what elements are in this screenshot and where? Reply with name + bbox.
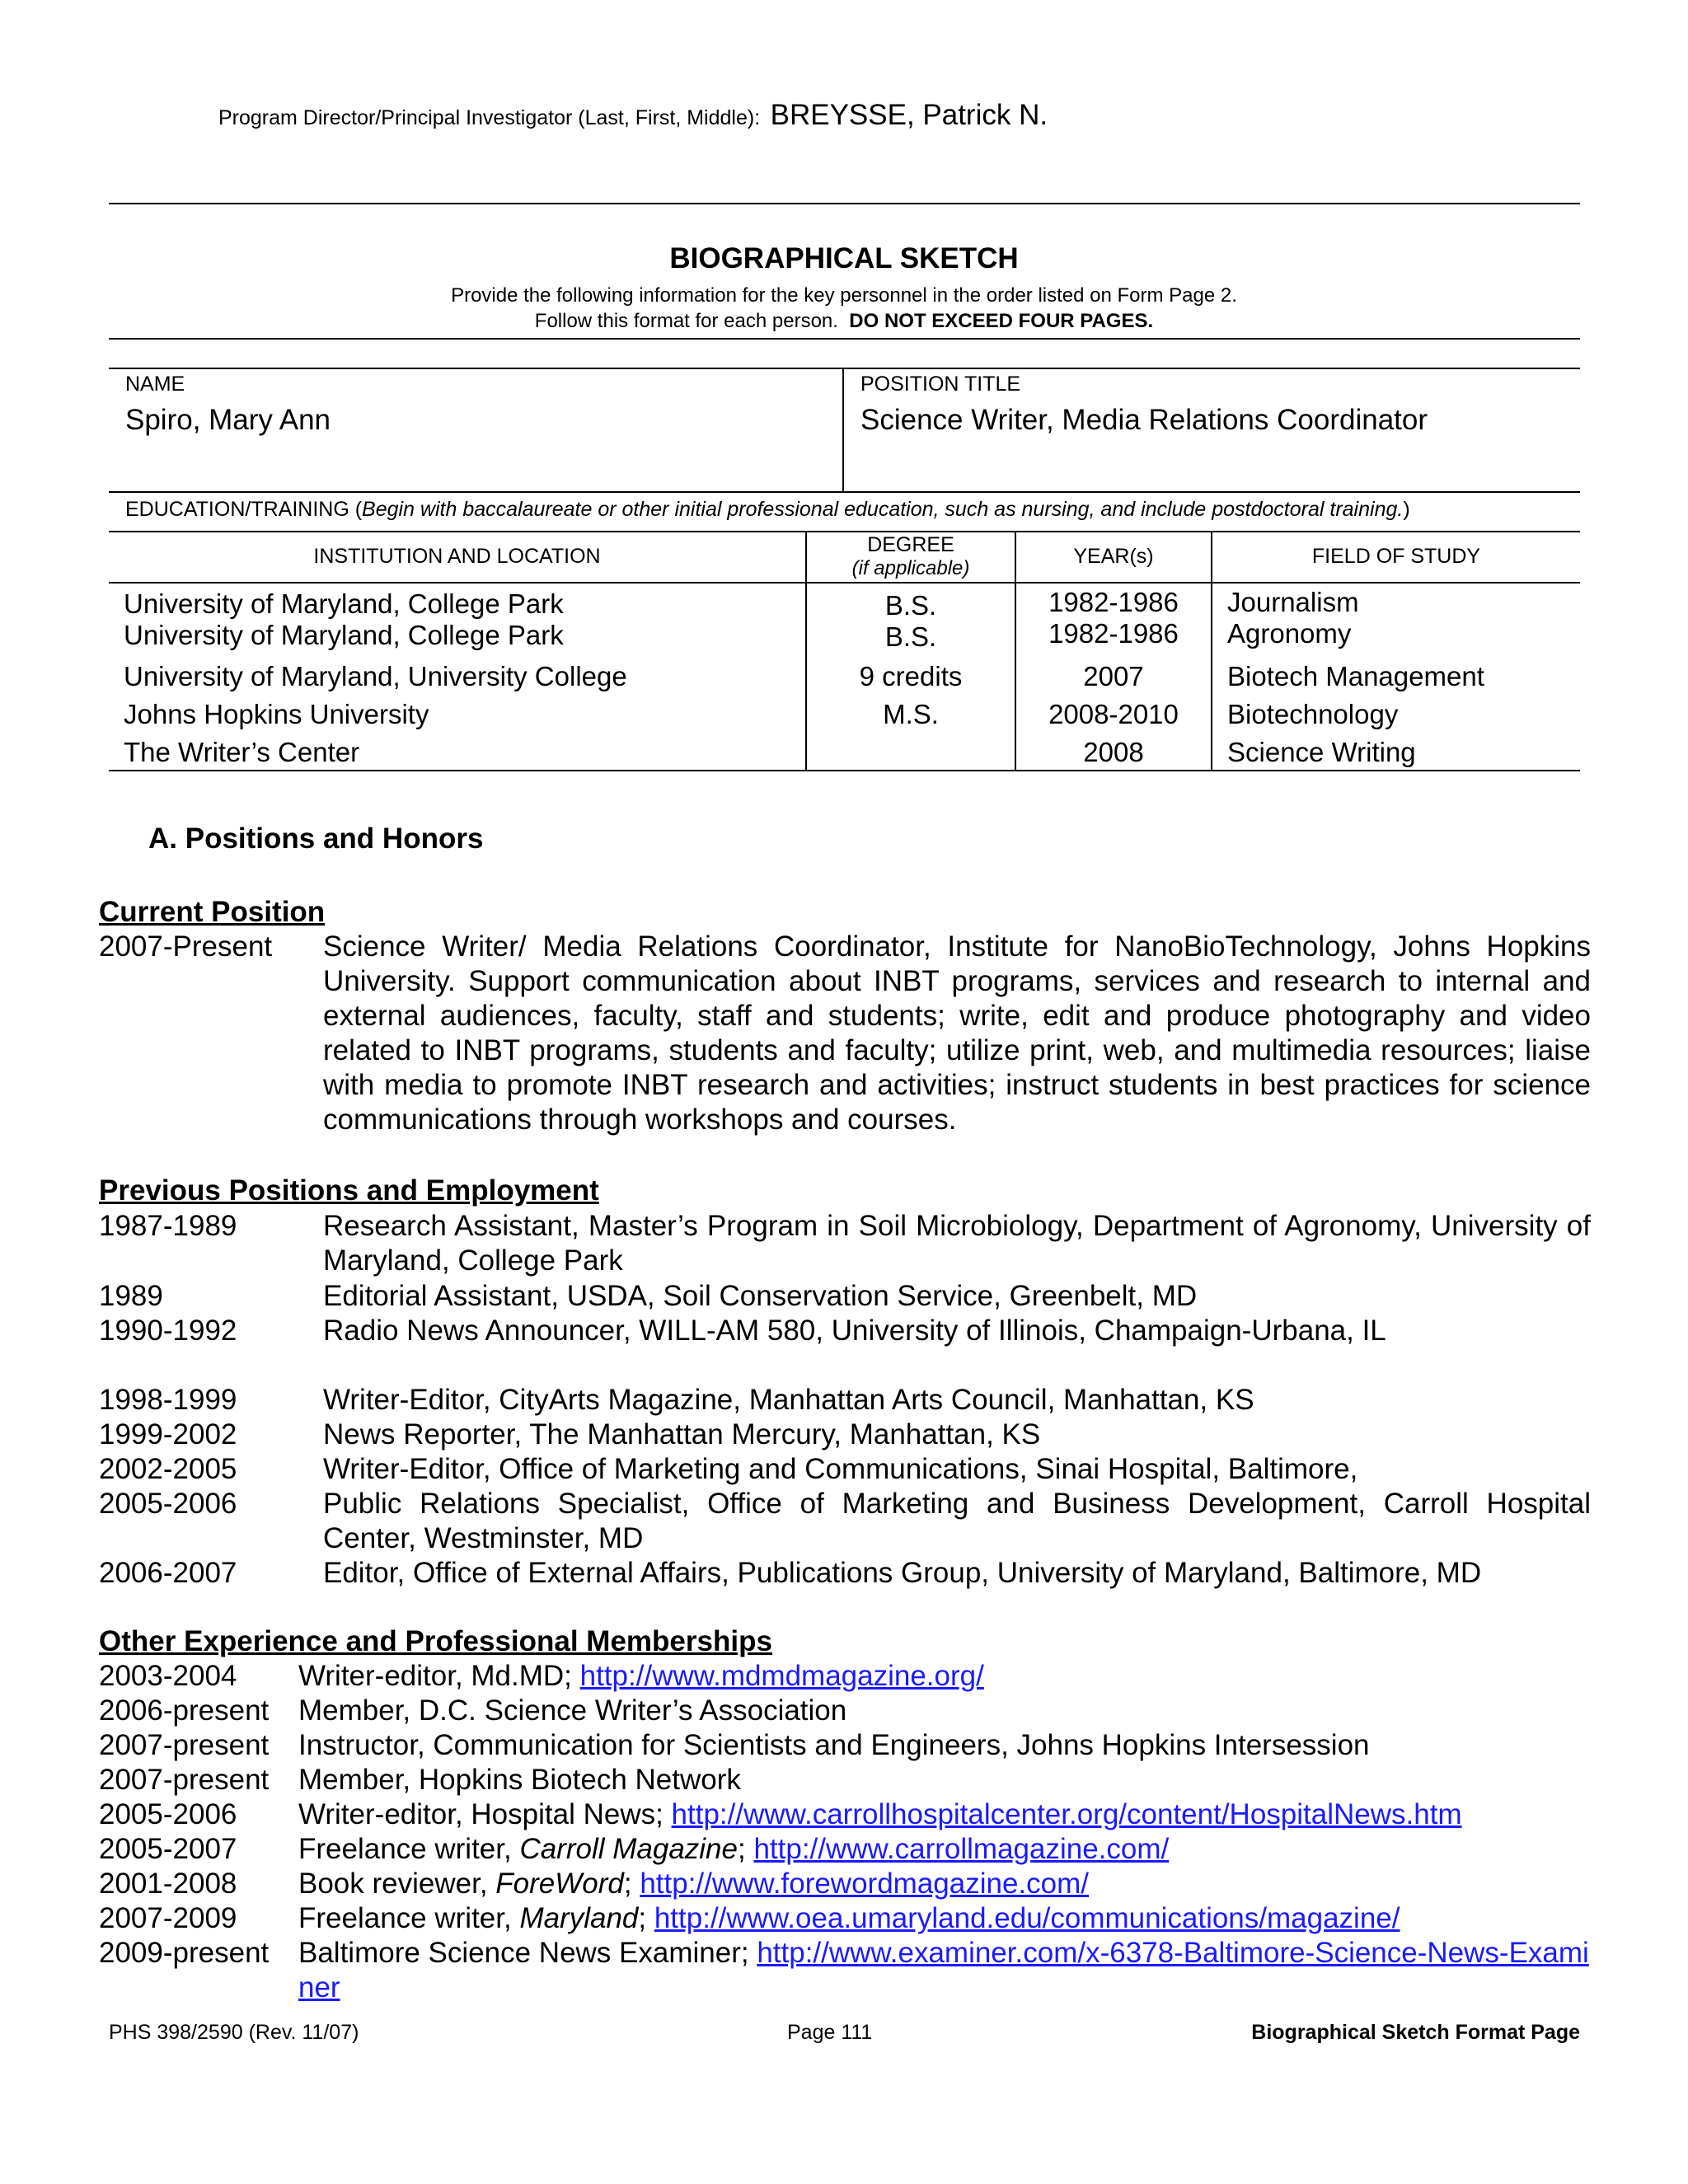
- list-item: [99, 1314, 1591, 1348]
- years: 2007: [1015, 653, 1212, 692]
- field: Biotech Management: [1212, 653, 1580, 692]
- item-years: 2003-2004: [99, 1660, 237, 1692]
- external-link[interactable]: http://www.examiner.com/x-6378-Baltimore-Science-News-Examiner: [298, 1937, 1589, 2004]
- item-years: 1990-1992: [99, 1315, 237, 1347]
- education-table: [109, 531, 1580, 771]
- external-link[interactable]: http://www.mdmdmagazine.org/: [579, 1660, 984, 1692]
- list-item: 2001-2008 Book reviewer, ForeWord; http://www.forewordmagazine.com/: [99, 1868, 1089, 1900]
- pi-line: [218, 99, 1048, 132]
- external-link[interactable]: http://www.forewordmagazine.com/: [640, 1868, 1089, 1900]
- table-row: [109, 730, 1580, 771]
- field: Biotechnology: [1212, 692, 1580, 730]
- list-item: [99, 1383, 1591, 1418]
- item-text: Radio News Announcer, WILL-AM 580, University of Illinois, Champaign-Urbana, IL: [323, 1315, 1386, 1347]
- divider: [109, 338, 1580, 340]
- item-years: 2002-2005: [99, 1453, 237, 1485]
- list-item: 2005-2006 Writer-editor, Hospital News; http://www.carrollhospitalcenter.org/content/HospitalNews.htm: [99, 1798, 1462, 1830]
- item-text: Editorial Assistant, USDA, Soil Conservation Service, Greenbelt, MD: [323, 1280, 1198, 1312]
- list-item: [99, 1279, 1591, 1314]
- col-field: FIELD OF STUDY: [1212, 531, 1580, 583]
- list-item: 2007-present Instructor, Communication for Scientists and Engineers, Johns Hopkins Intersession: [99, 1729, 1370, 1761]
- table-header-row: [109, 531, 1580, 583]
- item-years: 2007-present: [99, 1729, 270, 1761]
- external-link[interactable]: http://www.oea.umaryland.edu/communications/magazine/: [654, 1902, 1400, 1934]
- external-link[interactable]: http://www.carrollmagazine.com/: [753, 1833, 1170, 1865]
- position-label: POSITION TITLE: [860, 373, 1021, 396]
- degree: B.S.: [884, 621, 937, 652]
- item-text: Editor, Office of External Affairs, Publications Group, University of Maryland, Baltimore, MD: [323, 1557, 1482, 1589]
- years: 1982-1986: [1048, 618, 1179, 649]
- degree: B.S.: [884, 590, 937, 621]
- position-value: Science Writer, Media Relations Coordinator: [860, 404, 1428, 436]
- name-value: Spiro, Mary Ann: [125, 404, 331, 436]
- table-row: [109, 653, 1580, 692]
- field: Agronomy: [1227, 618, 1352, 649]
- education-label: EDUCATION/TRAINING (Begin with baccalaureate or other initial professional education, such as nursing, and include postdoctoral training.): [125, 498, 1410, 521]
- institution: The Writer’s Center: [109, 730, 806, 771]
- years: 1982-1986: [1048, 587, 1179, 617]
- item-years: 1999-2002: [99, 1418, 237, 1451]
- instructions-line1: Provide the following information for the key personnel in the order listed on Form Page 2.: [451, 284, 1237, 307]
- list-item: 2007-2009 Freelance writer, Maryland; http://www.oea.umaryland.edu/communications/magazine/: [99, 1902, 1400, 1934]
- list-item: 2006-present Member, D.C. Science Writer’s Association: [99, 1694, 847, 1727]
- field: Science Writing: [1212, 730, 1580, 771]
- item-years: 1998-1999: [99, 1384, 237, 1416]
- pi-label: Program Director/Principal Investigator (Last, First, Middle):: [218, 106, 761, 129]
- item-years: 2001-2008: [99, 1868, 237, 1900]
- item-years: 2007-present: [99, 1764, 270, 1796]
- list-item: [99, 1556, 1591, 1591]
- list-item: [99, 1209, 1591, 1278]
- item-years: 2005-2006: [99, 1488, 237, 1520]
- list-item: [99, 930, 1591, 1137]
- footer-page-title: Biographical Sketch Format Page: [1251, 2021, 1580, 2044]
- item-text: Writer-Editor, Office of Marketing and Communications, Sinai Hospital, Baltimore,: [323, 1453, 1358, 1485]
- institution: University of Maryland, College Park: [124, 620, 564, 650]
- item-years: 2005-2006: [99, 1798, 237, 1830]
- degree: [806, 730, 1015, 771]
- table-row: [109, 692, 1580, 730]
- list-item: 2005-2007 Freelance writer, Carroll Magazine; http://www.carrollmagazine.com/: [99, 1833, 1170, 1865]
- item-text: Writer-Editor, CityArts Magazine, Manhattan Arts Council, Manhattan, KS: [323, 1384, 1254, 1416]
- institution: Johns Hopkins University: [124, 699, 429, 729]
- other-experience-heading: Other Experience and Professional Memberships: [99, 1625, 772, 1657]
- list-item: [99, 1487, 1591, 1556]
- external-link[interactable]: http://www.carrollhospitalcenter.org/content/HospitalNews.htm: [671, 1798, 1462, 1830]
- previous-positions-heading: Previous Positions and Employment: [99, 1174, 599, 1207]
- item-years: 1987-1989: [99, 1210, 237, 1242]
- item-text: Science Writer/ Media Relations Coordinator, Institute for NanoBioTechnology, Johns Hopkins University. Support communication about INBT programs, services and research to internal and external audiences, faculty, staff and students; write, edit and produce photography and video related to INBT programs, students and faculty; utilize print, web, and multimedia resources; liaise with media to promote INBT research and activities; instruct students in best practices for science communications through workshops and courses.: [323, 930, 1591, 1136]
- item-text: Research Assistant, Master’s Program in Soil Microbiology, Department of Agronomy, University of Maryland, College Park: [323, 1210, 1591, 1277]
- item-text: Public Relations Specialist, Office of Marketing and Business Development, Carroll Hospital Center, Westminster, MD: [323, 1488, 1591, 1554]
- item-years: 2007-Present: [99, 930, 273, 963]
- item-years: 2007-2009: [99, 1902, 237, 1934]
- field: Journalism: [1227, 587, 1359, 617]
- institution: University of Maryland, University College: [124, 661, 627, 691]
- list-item: 2007-present Member, Hopkins Biotech Network: [99, 1764, 741, 1796]
- item-years: 2009-present: [99, 1937, 270, 1969]
- footer-page-number: Page 111: [787, 2021, 873, 2044]
- years: 2008: [1015, 730, 1212, 771]
- divider: [842, 368, 844, 491]
- divider: [109, 203, 1580, 204]
- page-title: BIOGRAPHICAL SKETCH: [669, 242, 1019, 274]
- divider: [109, 491, 1580, 493]
- years: 2008-2010: [1015, 692, 1212, 730]
- col-years: YEAR(s): [1015, 531, 1212, 583]
- list-item: 2003-2004 Writer-editor, Md.MD; http://www.mdmdmagazine.org/: [99, 1660, 984, 1692]
- table-row: [109, 583, 1580, 653]
- degree: 9 credits: [806, 653, 1015, 692]
- footer-form-number: PHS 398/2590 (Rev. 11/07): [109, 2021, 359, 2044]
- item-text: News Reporter, The Manhattan Mercury, Manhattan, KS: [323, 1418, 1041, 1451]
- name-block: [109, 368, 1580, 491]
- pi-name: BREYSSE, Patrick N.: [770, 99, 1048, 131]
- name-label: NAME: [125, 373, 185, 396]
- section-a-heading: A. Positions and Honors: [148, 823, 484, 855]
- instructions-line2: Follow this format for each person. DO NOT EXCEED FOUR PAGES.: [534, 310, 1154, 332]
- degree: M.S.: [806, 692, 1015, 730]
- institution: University of Maryland, College Park: [124, 588, 564, 619]
- item-years: 2006-2007: [99, 1557, 237, 1589]
- list-item: 2009-present Baltimore Science News Examiner; http://www.examiner.com/x-6378-Baltimore-Science-News-Examiner: [99, 1937, 1589, 2004]
- list-item: [99, 1418, 1591, 1452]
- col-institution: INSTITUTION AND LOCATION: [109, 531, 806, 583]
- item-years: 2006-present: [99, 1694, 270, 1727]
- current-position-heading: Current Position: [99, 896, 326, 928]
- list-item: [99, 1452, 1591, 1487]
- col-degree: DEGREE (if applicable): [806, 531, 1015, 583]
- item-years: 1989: [99, 1280, 163, 1312]
- item-years: 2005-2007: [99, 1833, 237, 1865]
